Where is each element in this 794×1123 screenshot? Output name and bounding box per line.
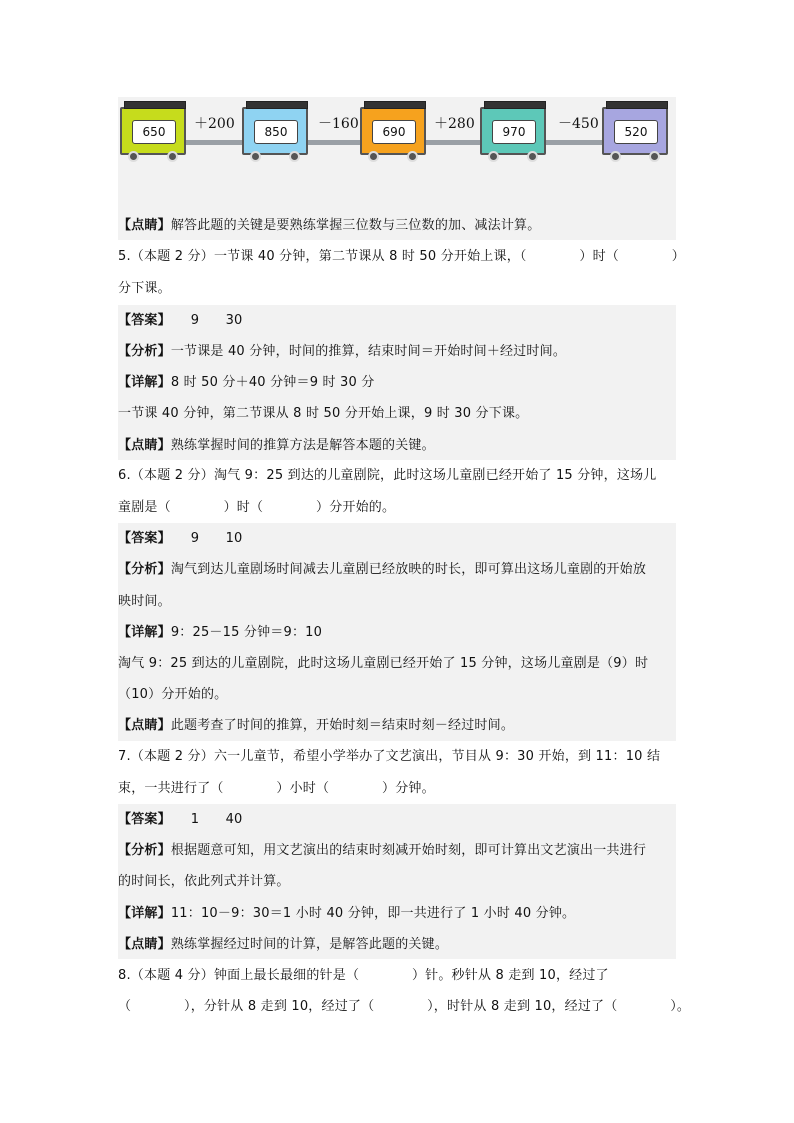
detail-text: 淘气 9：25 到达的儿童剧院，此时这场儿童剧已经开始了 15 分钟，这场儿童剧是（9）时 — [118, 656, 649, 671]
wheel — [128, 151, 139, 162]
train-car — [360, 107, 426, 155]
detail-line: 【详解】8 时 50 分＋40 分钟＝9 时 30 分 — [118, 375, 375, 390]
analysis-cont: 映时间。 — [118, 594, 171, 609]
question-8: 8.（本题 4 分）钟面上最长最细的针是（ ）针。秒针从 8 走到 10，经过了 — [118, 968, 609, 983]
question-8-cont: （ ），分针从 8 走到 10，经过了（ ），时针从 8 走到 10，经过了（ ）。 — [118, 999, 691, 1014]
detail-text: 一节课 40 分钟，第二节课从 8 时 50 分开始上课，9 时 30 分下课。 — [118, 406, 529, 421]
analysis-line: 【分析】一节课是 40 分钟，时间的推算，结束时间＝开始时间＋经过时间。 — [118, 344, 567, 359]
tip-line: 【点睛】熟练掌握时间的推算方法是解答本题的关键。 — [118, 438, 435, 453]
operation-label: ＋280 — [434, 116, 475, 132]
train-car — [242, 107, 308, 155]
question-6: 6.（本题 2 分）淘气 9：25 到达的儿童剧院，此时这场儿童剧已经开始了 15 分钟，这场儿 — [118, 468, 657, 483]
train-illustration — [118, 97, 676, 175]
train-car — [120, 107, 186, 155]
detail-line: 【详解】11：10－9：30＝1 小时 40 分钟，即一共进行了 1 小时 40 分钟。 — [118, 906, 576, 921]
wheel — [167, 151, 178, 162]
operation-label: －450 — [558, 116, 599, 132]
tip-line: 【点睛】此题考查了时间的推算，开始时刻＝结束时刻－经过时间。 — [118, 718, 515, 733]
wheel — [289, 151, 300, 162]
wheel — [368, 151, 379, 162]
train-car — [480, 107, 546, 155]
question-6-cont: 童剧是（ ）时（ ）分开始的。 — [118, 500, 396, 515]
train-car — [602, 107, 668, 155]
wheel — [527, 151, 538, 162]
wheel — [250, 151, 261, 162]
wheel — [407, 151, 418, 162]
detail-text-cont: （10）分开始的。 — [118, 687, 228, 702]
question-5: 5.（本题 2 分）一节课 40 分钟，第二节课从 8 时 50 分开始上课，（ ）时（ ） — [118, 249, 685, 264]
wheel — [488, 151, 499, 162]
answer-line: 【答案】 9 10 — [118, 531, 243, 546]
car-value: 850 — [254, 120, 298, 144]
tip-line: 【点睛】解答此题的关键是要熟练掌握三位数与三位数的加、减法计算。 — [118, 218, 541, 233]
answer-line: 【答案】 9 30 — [118, 313, 243, 328]
answer-line: 【答案】 1 40 — [118, 812, 243, 827]
car-value: 650 — [132, 120, 176, 144]
analysis-line: 【分析】淘气到达儿童剧场时间减去儿童剧已经放映的时长，即可算出这场儿童剧的开始放 — [118, 562, 647, 577]
operation-label: ＋200 — [194, 116, 235, 132]
question-7: 7.（本题 2 分）六一儿童节，希望小学举办了文艺演出，节目从 9：30 开始，到 11：10 结 — [118, 749, 661, 764]
tip-line: 【点睛】熟练掌握经过时间的计算，是解答此题的关键。 — [118, 937, 449, 952]
question-7-cont: 束，一共进行了（ ）小时（ ）分钟。 — [118, 781, 435, 796]
detail-line: 【详解】9：25－15 分钟＝9：10 — [118, 625, 323, 640]
wheel — [610, 151, 621, 162]
car-value: 520 — [614, 120, 658, 144]
question-5-cont: 分下课。 — [118, 281, 171, 296]
wheel — [649, 151, 660, 162]
operation-label: －160 — [318, 116, 359, 132]
car-value: 690 — [372, 120, 416, 144]
analysis-cont: 的时间长，依此列式并计算。 — [118, 874, 290, 889]
car-value: 970 — [492, 120, 536, 144]
analysis-line: 【分析】根据题意可知，用文艺演出的结束时刻减开始时刻，即可计算出文艺演出一共进行 — [118, 843, 647, 858]
